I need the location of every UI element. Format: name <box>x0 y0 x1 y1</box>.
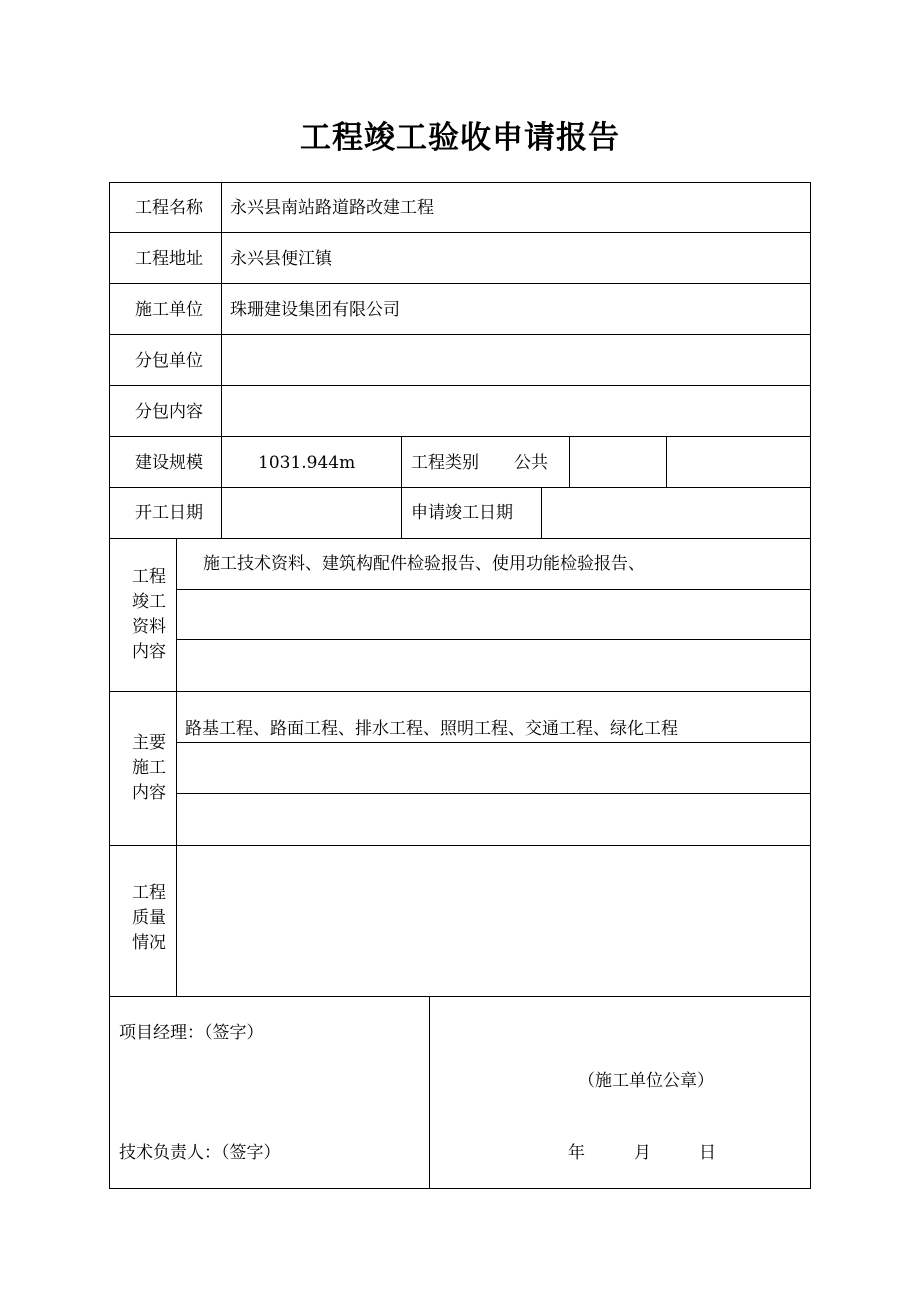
apply-date-label: 申请竣工日期 <box>411 503 513 523</box>
completion-docs-line: 施工技术资料、建筑构配件检验报告、使用功能检验报告、 <box>203 554 645 574</box>
tech-lead-signature: 技术负责人：（签字） <box>119 1143 281 1163</box>
column-divider <box>176 538 177 996</box>
date-month: 月 <box>634 1143 651 1163</box>
project-name-value: 永兴县南站路道路改建工程 <box>230 198 434 218</box>
row-divider <box>109 845 811 846</box>
row-divider <box>109 436 811 437</box>
category-value: 公共 <box>514 453 548 473</box>
project-manager-signature: 项目经理：（签字） <box>119 1023 264 1043</box>
row-divider <box>176 639 811 640</box>
completion-docs-label: 工程竣工资料内容 <box>132 567 166 662</box>
construction-unit-value: 珠珊建设集团有限公司 <box>230 300 400 320</box>
column-divider <box>541 487 542 538</box>
row-divider <box>176 742 811 743</box>
main-work-line: 路基工程、路面工程、排水工程、照明工程、交通工程、绿化工程 <box>185 719 678 739</box>
row-divider <box>176 589 811 590</box>
category-label: 工程类别 <box>411 453 479 473</box>
row-divider <box>109 538 811 539</box>
scale-value: 1031.944m <box>258 453 356 473</box>
row-divider <box>109 385 811 386</box>
project-address-value: 永兴县便江镇 <box>230 249 332 269</box>
row-divider <box>109 232 811 233</box>
main-work-label: 主要施工内容 <box>132 733 166 803</box>
column-divider <box>221 182 222 538</box>
page-title: 工程竣工验收申请报告 <box>300 120 620 156</box>
scale-label: 建设规模 <box>135 453 203 473</box>
start-date-label: 开工日期 <box>135 503 203 523</box>
project-address-label: 工程地址 <box>135 249 203 269</box>
date-year: 年 <box>568 1143 585 1163</box>
column-divider <box>429 996 430 1189</box>
row-divider <box>109 487 811 488</box>
row-divider <box>176 793 811 794</box>
company-seal-label: （施工单位公章） <box>578 1071 714 1091</box>
column-divider <box>401 436 402 538</box>
column-divider <box>666 436 667 487</box>
column-divider <box>569 436 570 487</box>
row-divider <box>109 691 811 692</box>
subcontract-content-label: 分包内容 <box>135 402 203 422</box>
project-name-label: 工程名称 <box>135 198 203 218</box>
row-divider <box>109 996 811 997</box>
row-divider <box>109 283 811 284</box>
row-divider <box>109 334 811 335</box>
quality-label: 工程质量情况 <box>132 883 166 953</box>
date-day: 日 <box>699 1143 716 1163</box>
construction-unit-label: 施工单位 <box>135 300 203 320</box>
subcontract-unit-label: 分包单位 <box>135 351 203 371</box>
